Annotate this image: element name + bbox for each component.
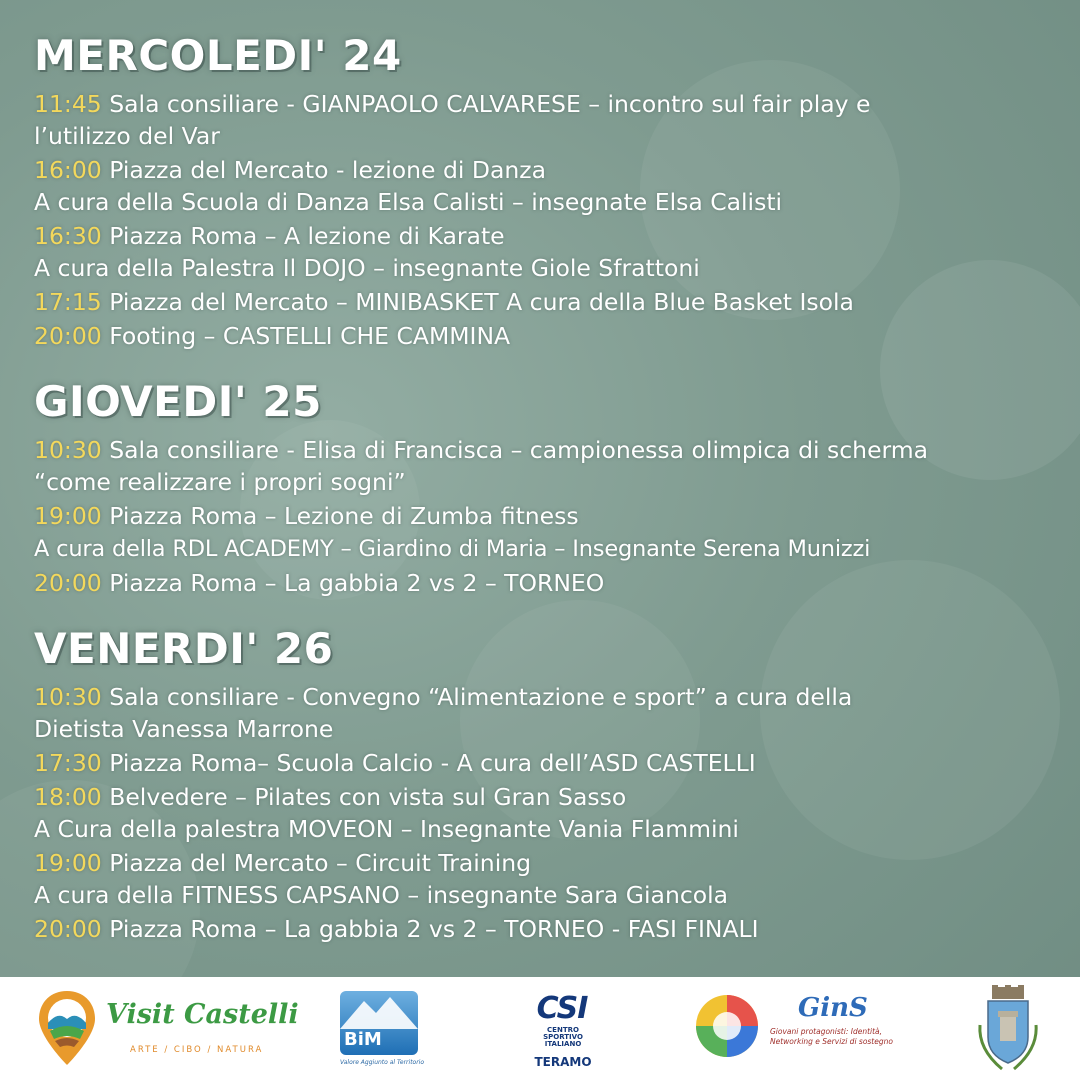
mountain-icon: [340, 993, 418, 1033]
event-time: 19:00: [34, 502, 102, 530]
event-text: Piazza Roma– Scuola Calcio - A cura dell’ASD CASTELLI: [109, 749, 756, 777]
event-time: 16:30: [34, 222, 102, 250]
event-text: Piazza Roma – A lezione di Karate: [109, 222, 505, 250]
gins-tagline: Giovani protagonisti: Identità, Networking e Servizi di sostegno: [770, 1027, 893, 1046]
event-time: 10:30: [34, 436, 102, 464]
csi-mark: CSI: [536, 991, 588, 1026]
event-text: Piazza del Mercato – Circuit Training: [109, 849, 532, 877]
puzzle-globe-icon: [694, 993, 760, 1059]
event-time: 17:15: [34, 288, 102, 316]
event-item: [34, 681, 1064, 745]
event-time: 10:30: [34, 683, 102, 711]
event-item: [34, 781, 1064, 845]
bim-badge: [340, 991, 418, 1055]
municipality-logo: [972, 985, 1044, 1073]
visit-castelli-tagline: ARTE / CIBO / NATURA: [130, 1045, 264, 1055]
sponsor-footer: [0, 977, 1080, 1080]
event-text: A cura della Scuola di Danza Elsa Calisti – insegnate Elsa Calisti: [34, 188, 783, 216]
event-time: 11:45: [34, 90, 102, 118]
event-text: Footing – CASTELLI CHE CAMMINA: [109, 322, 511, 350]
event-text: A cura della Palestra Il DOJO – insegnante Giole Sfrattoni: [34, 254, 700, 282]
event-text: Sala consiliare - Convegno “Alimentazione e sport” a cura della: [109, 683, 853, 711]
event-item: [34, 747, 1064, 779]
event-item: [34, 847, 1064, 911]
csi-city: TERAMO: [534, 1055, 592, 1069]
event-text: Dietista Vanessa Marrone: [34, 715, 334, 743]
schedule: [34, 30, 1064, 947]
event-text: A Cura della palestra MOVEON – Insegnante Vania Flammini: [34, 815, 739, 843]
event-item: [34, 434, 1064, 498]
coat-of-arms-icon: [972, 985, 1044, 1073]
day-section: [34, 623, 1064, 945]
event-text: Piazza del Mercato - lezione di Danza: [109, 156, 547, 184]
bim-caption: Valore Aggiunto al Territorio: [340, 1059, 425, 1066]
event-time: 16:00: [34, 156, 102, 184]
event-text: A cura della FITNESS CAPSANO – insegnante Sara Giancola: [34, 881, 729, 909]
event-time: 20:00: [34, 915, 102, 943]
event-time: 20:00: [34, 569, 102, 597]
event-item: [34, 500, 1064, 565]
event-time: 20:00: [34, 322, 102, 350]
event-time: 19:00: [34, 849, 102, 877]
event-item: [34, 88, 1064, 152]
event-time: 18:00: [34, 783, 102, 811]
day-title: MERCOLEDI' 24: [34, 31, 402, 80]
event-item: [34, 567, 1064, 599]
event-item: [34, 286, 1064, 318]
csi-logo: [532, 991, 594, 1075]
event-text: Sala consiliare - Elisa di Francisca – campionessa olimpica di scherma: [109, 436, 929, 464]
event-text: Piazza del Mercato – MINIBASKET A cura della Blue Basket Isola: [109, 288, 854, 316]
gins-name: GinS: [798, 993, 868, 1023]
day-title: GIOVEDI' 25: [34, 377, 322, 426]
csi-subtitle: CENTRO SPORTIVO ITALIANO: [543, 1026, 583, 1048]
gins-logo: [694, 993, 904, 1073]
event-item: [34, 320, 1064, 352]
bim-logo: [340, 991, 425, 1071]
visit-castelli-logo: [36, 987, 299, 1071]
event-item: [34, 220, 1064, 284]
event-text: Belvedere – Pilates con vista sul Gran Sasso: [109, 783, 627, 811]
event-item: [34, 154, 1064, 218]
day-section: [34, 30, 1064, 352]
event-text: A cura della RDL ACADEMY – Giardino di Maria – Insegnante Serena Munizzi: [34, 536, 871, 562]
day-section: [34, 376, 1064, 599]
event-text: “come realizzare i propri sogni”: [34, 468, 406, 496]
event-item: [34, 913, 1064, 945]
event-text: Piazza Roma – La gabbia 2 vs 2 – TORNEO - FASI FINALI: [109, 915, 759, 943]
location-pin-icon: [36, 989, 98, 1067]
visit-castelli-name: Visit Castelli: [106, 999, 299, 1030]
event-text: Sala consiliare - GIANPAOLO CALVARESE – incontro sul fair play e: [109, 90, 871, 118]
event-text: l’utilizzo del Var: [34, 122, 220, 150]
event-text: Piazza Roma – Lezione di Zumba fitness: [109, 502, 579, 530]
day-title: VENERDI' 26: [34, 624, 334, 673]
bim-name: BiM: [344, 1029, 382, 1050]
event-time: 17:30: [34, 749, 102, 777]
event-text: Piazza Roma – La gabbia 2 vs 2 – TORNEO: [109, 569, 605, 597]
